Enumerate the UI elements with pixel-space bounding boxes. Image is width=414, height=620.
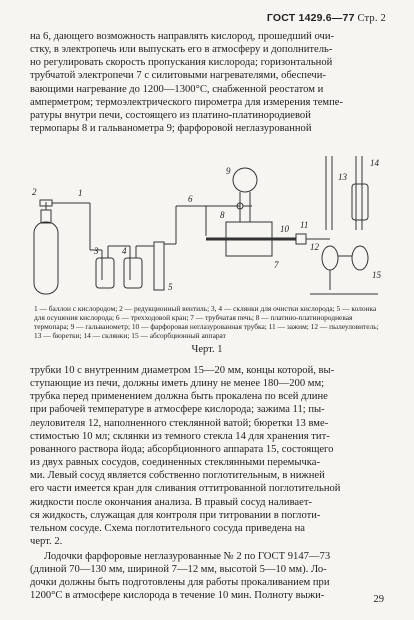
figure-label: 2 (32, 187, 37, 197)
figure-label: 10 (280, 224, 289, 234)
figure-label: 12 (310, 242, 319, 252)
text-line: ступающие из печи, должны иметь длину не менее 180—200 мм; (30, 378, 325, 390)
text-line: черт. 2. (30, 536, 63, 548)
text-line: вающими нагревание до 1200—1300°C, снабженной реостатом и (30, 83, 324, 95)
figure-label: 1 (78, 188, 83, 198)
bottom-paragraph-2 (30, 550, 384, 603)
text-line: леуловителя 12, наполненного стеклянной ватой; бюретки 13 вме- (30, 417, 329, 429)
text-line: Лодочки фарфоровые неглазурованные № 2 по ГОСТ 9147—73 (44, 551, 331, 562)
text-line: на 6, дающего возможность направлять кислород, прошедший очи- (30, 31, 335, 42)
standard-number: ГОСТ 1429.6—77 (266, 12, 355, 24)
figure-label: 13 (338, 172, 347, 182)
figure-label: 9 (226, 166, 231, 176)
page-number: 29 (373, 594, 384, 605)
figure-title: Черт. 1 (191, 344, 223, 355)
oxygen-cylinder (34, 222, 58, 294)
text-line: (длиной 70—130 мм, шириной 7—12 мм, высотой 5—10 мм). Ло- (30, 564, 327, 576)
absorption-vessel-left (322, 246, 338, 270)
absorption-vessel-right (352, 246, 368, 270)
text-line: 1200°C в атмосфере кислорода в течение 10 мин. Полноту выжи- (30, 590, 325, 602)
figure-label: 3 (94, 246, 99, 256)
text-line: но регулировать скорость пропускания кислорода; горизонтальной (30, 57, 333, 69)
text-line: стку, в электропечь или выпускать его в атмосферу и дополнитель- (30, 44, 333, 56)
figure-label: 5 (168, 282, 173, 292)
text-line: ратуры внутри печи, состоящего из платино-платинородиевой (30, 109, 311, 121)
wash-flask-4 (124, 258, 142, 288)
figure-label: 15 (372, 270, 381, 280)
apparatus-diagram (30, 150, 390, 300)
text-line: при рабочей температуре в атмосфере кислорода; зажима 11; пы- (30, 404, 325, 416)
text-line: ся жидкость, служащая для контроля при титровании в поглоти- (30, 509, 321, 521)
top-paragraph (30, 30, 384, 135)
text-line: трубки 10 с внутренним диаметром 15—20 мм, концы которой, вы- (30, 365, 335, 376)
text-line: трубка перед применением должна быть прокалена по всей длине (30, 391, 328, 403)
text-line: дочки должны быть подготовлены для работы прокаливанием при (30, 577, 330, 589)
figure-label: 6 (188, 194, 193, 204)
text-line: его части имеется кран для сливания оттитрованной поглотительной (30, 483, 341, 495)
text-line: рованного раствора йода; абсорбционного аппарата 15, состоящего (30, 443, 334, 455)
text-line: термопары 8 и гальванометра 9; фарфоровой неглазурованной (30, 123, 312, 135)
text-line: из двух равных сосудов, соединенных стеклянными перемычка- (30, 457, 321, 469)
galvanometer (233, 168, 257, 192)
text-line: стимостью 10 мл; склянки из темного стекла 14 для хранения тит- (30, 430, 330, 442)
text-line: амперметром; термоэлектрического пирометра для измерения темпе- (30, 96, 344, 108)
figure-caption: 1 — баллон с кислородом; 2 — редукционный вентиль; 3, 4 — склянки для очистки кислорода; 5 — колонка для осушения кислорода; 6 — трехходовой кран; 7 — трубчатая печь; 8 — платино-платинородиевая термопара; 9 — гальванометр; 10 — фарфоровая неглазурованная трубка; 11 — зажим; 12 — пылеуловитель; 13 — бюретки; 14 — склянки; 15 — абсорбционный аппарат (34, 304, 379, 340)
figure-label: 8 (220, 210, 225, 220)
figure-label: 4 (122, 246, 127, 256)
page-header (267, 12, 386, 24)
wash-flask-3 (96, 258, 114, 288)
clamp (296, 234, 306, 244)
text-line: трубчатой электропечи 7 с силитовыми нагревателями, обеспечи- (30, 70, 326, 82)
text-line: жидкости после окончания анализа. В правый сосуд наливает- (30, 496, 312, 508)
drying-column (154, 242, 164, 290)
figure-label: 14 (370, 158, 379, 168)
page-label: Стр. 2 (357, 13, 386, 24)
cylinder-neck (41, 210, 51, 223)
bottom-paragraph-1 (30, 364, 384, 548)
text-line: тельном сосуде. Схема поглотительного сосуда приведена на (30, 522, 305, 534)
figure-label: 7 (274, 260, 279, 270)
figure-label: 11 (300, 220, 309, 230)
iodine-bottle (352, 184, 368, 220)
text-line: ми. Левый сосуд является собственно поглотительным, в нижней (30, 470, 325, 482)
